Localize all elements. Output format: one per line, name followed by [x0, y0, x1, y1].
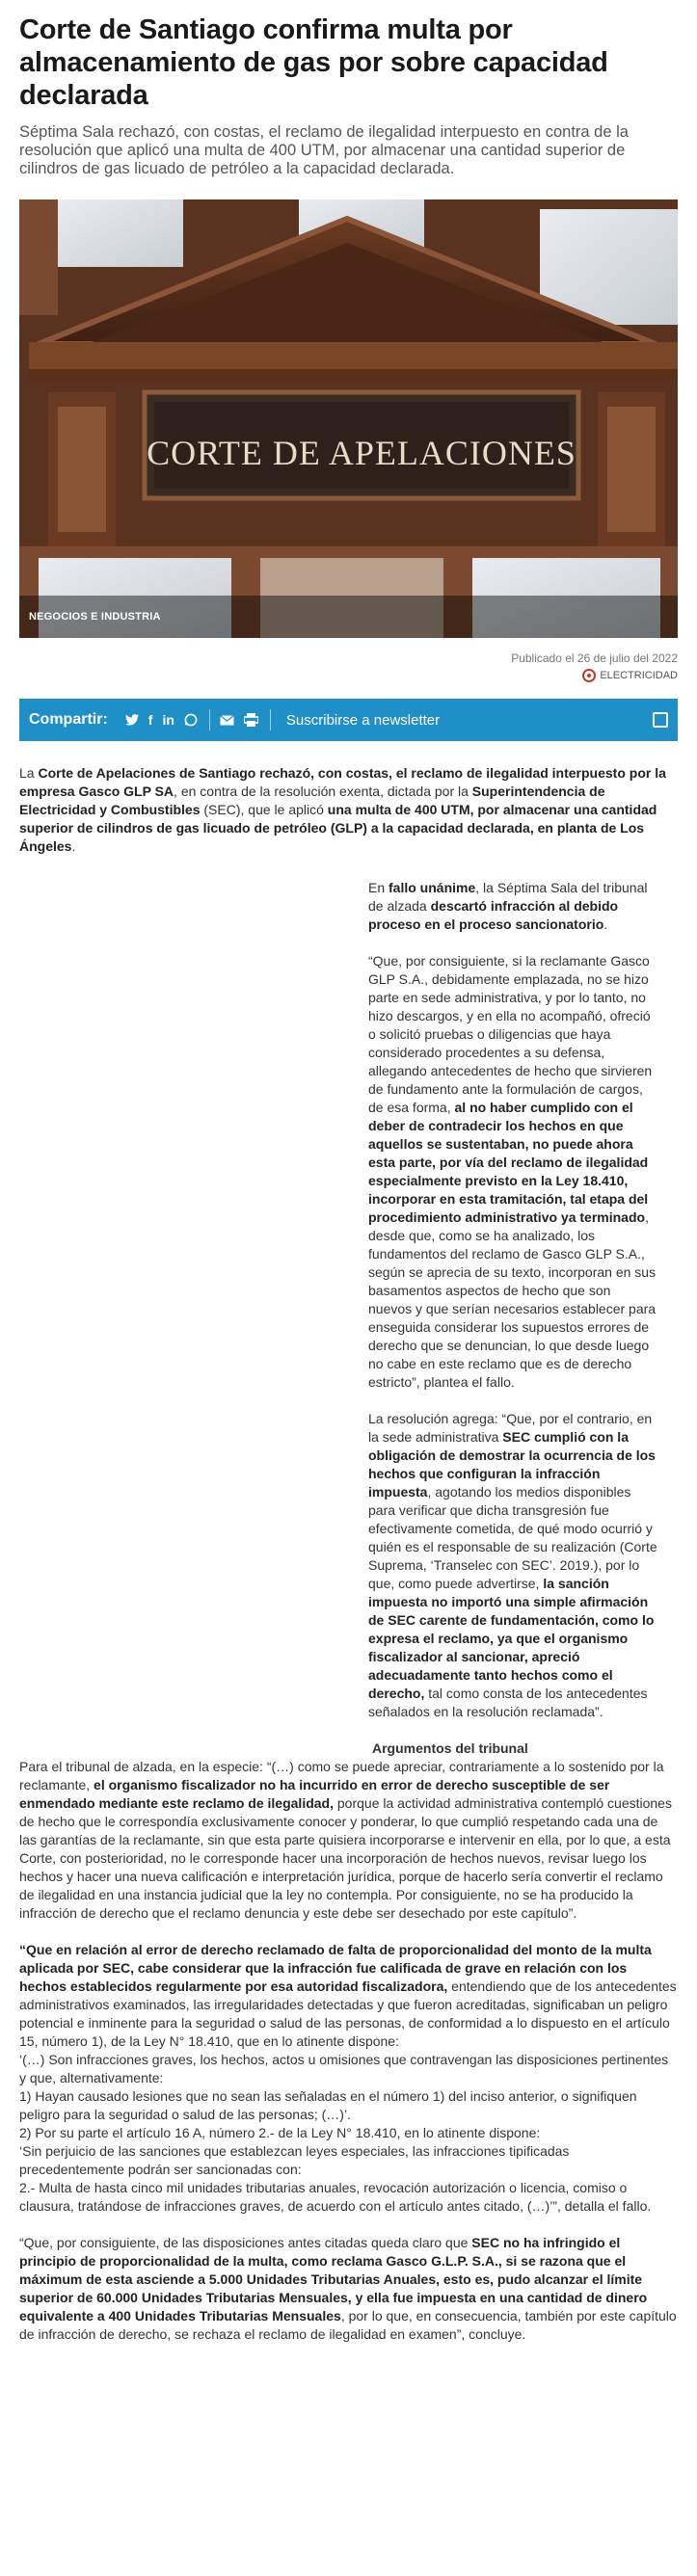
print-icon[interactable]	[244, 713, 258, 727]
paragraph-final: “Que, por consiguiente, de las disposiciones antes citadas queda claro que SEC no ha infringido el principio de proporcionalidad de la multa, como reclama Gasco G.L.P. S.A., si se razona que el máximum de esta asciende a 5.000 Unidades Tributarias Anuales, esto es, pudo alcanzar el límite superior de 60.000 Unidades Tributarias Mensuales, y ella fue impuesta en una cantidad de dinero equivalente a 400 Unidades Tributarias Mensuales, por lo que, en consecuencia, también por este capítulo de infracción de derecho, se rechaza el reclamo de ilegalidad en examen”, concluye.	[19, 2235, 677, 2342]
sign-text: CORTE DE APELACIONES	[147, 434, 576, 472]
paragraph-quote-1: “Que, por consiguiente, si la reclamante Gasco GLP S.A., debidamente emplazada, no se hizo parte en sede administrativa, y por lo tanto, no hizo descargos, y en ella no acompañó, ofreció o solicitó pruebas o diligencias que haya considerado procedentes a su defensa, allegando antecedentes de hecho que sirvieren de fundamento ante la formulación de cargos, de esa forma, al no haber cumplido con el deber de contradecir los hechos en que aquellos se sustentaban, no puede ahora esta parte, por vía del reclamo de ilegalidad especialmente previsto en la Ley 18.410, incorporar en esta tramitación, tal etapa del procedimiento administrativo ya terminado, desde que, como se ha analizado, los fundamentos del reclamo de Gasco GLP S.A., según se aprecia de su texto, incorporan en sus basamentos aspectos de hecho que son nuevos y que serían necesarios establecer para enseguida considerar los supuestos errores de derecho que se denuncian, lo que desde luego no cabe en este reclamo que es de derecho estricto”, plantea el fallo.	[368, 953, 657, 1390]
linkedin-icon[interactable]: in	[162, 712, 174, 728]
article-column	[368, 879, 657, 1721]
quote-line: 2) Por su parte el artículo 16 A, número 2.- de la Ley N° 18.410, en lo atinente dispone:	[19, 2125, 541, 2140]
bold-text: una multa de 400 UTM, por almacenar una cantidad superior de cilindros de gas licuado de petróleo (GLP) a la capacidad declarada, en planta de Los Ángeles	[19, 802, 657, 854]
category-label[interactable]: ELECTRICIDAD	[600, 670, 678, 681]
lead-paragraph: La Corte de Apelaciones de Santiago rechazó, con costas, el reclamo de ilegalidad interpuesto por la empresa Gasco GLP SA, en contra de la resolución exenta, dictada por la Superintendencia de Electricidad y Combustibles (SEC), que le aplicó una multa de 400 UTM, por almacenar una cantidad superior de cilindros de gas licuado de petróleo (GLP) a la capacidad declarada, en planta de Los Ángeles.	[19, 765, 666, 854]
newsletter-link[interactable]: Suscribirse a newsletter	[285, 711, 441, 729]
share-label: Compartir:	[29, 711, 108, 728]
quote-line: ‘(…) Son infracciones graves, los hechos, actos u omisiones que contravengan las disposiciones pertinentes y que, alternativamente:	[19, 2052, 669, 2085]
whatsapp-icon[interactable]	[184, 713, 198, 727]
quoted-law	[19, 2051, 678, 2216]
photo-caption-bar	[19, 596, 678, 638]
electricity-icon	[582, 669, 596, 682]
bold-text: descartó infracción al debido proceso en el proceso sancionatorio	[368, 898, 619, 932]
paragraph-fallo: En fallo unánime, la Séptima Sala del tribunal de alzada descartó infracción al debido proceso en el proceso sancionatorio.	[368, 880, 648, 932]
bold-text: Corte de Apelaciones de Santiago rechazó, con costas, el reclamo de ilegalidad interpuesto por la empresa Gasco GLP SA	[19, 765, 666, 799]
article-body	[19, 764, 678, 2344]
paragraph-tribunal: Para el tribunal de alzada, en la especie: “(…) como se puede apreciar, contrariamente a lo sostenido por la reclamante, el organismo fiscalizador no ha incurrido en error de derecho susceptible de ser enmendado mediante este reclamo de ilegalidad, porque la actividad administrativa contempló cuestiones de hecho que le correspondía exclusivamente conocer y ponderar, lo que cumplió respetando cada una de las garantías de la reclamante, sin que esta parte quisiera incorporarse e intervenir en ella, por lo que, a esta Corte, con posterioridad, no le corresponde hacer una incorporación de hechos nuevos, revisar luego los hechos y hacer una nueva calificación e interpretación jurídica, porque de hacerlo sería convertir el reclamo de ilegalidad en una instancia judicial que la ley no contempla. Por consiguiente, no se ha producido la infracción de derecho que el reclamo denuncia y este debe ser desechado por este capítulo”.	[19, 1759, 672, 1921]
quote-line: 2.- Multa de hasta cinco mil unidades tributarias anuales, revocación autorización o licencia, comiso o clausura, tratándose de infracciones graves, de acuerdo con el artículo antes citado, (…)’”, detalla el fallo.	[19, 2180, 652, 2214]
bold-text: “Que en relación al error de derecho reclamado de falta de proporcionalidad del monto de la multa aplicada por SEC, cabe considerar que la infracción fue calificada de grave en relación con los hechos establecidos regularmente por esa autoridad fiscalizadora,	[19, 1942, 652, 1994]
publish-date: Publicado el 26 de julio del 2022	[511, 651, 678, 665]
article-title: Corte de Santiago confirma multa por almacenamiento de gas por sobre capacidad declarada	[19, 14, 608, 111]
bold-text: al no haber cumplido con el deber de contradecir los hechos en que aquellos se sustentaban, no puede ahora esta parte, por vía del reclamo de ilegalidad especialmente previsto en la Ley 18.410, incorporar en esta tramitación, tal etapa del procedimiento administrativo ya terminado	[368, 1100, 649, 1225]
fallo-link[interactable]: fallo unánime	[389, 880, 476, 895]
article-photo	[19, 199, 678, 638]
article-subtitle: Séptima Sala rechazó, con costas, el reclamo de ilegalidad interpuesto en contra de la resolución que aplicó una multa de 400 UTM, por almacenar una cantidad superior de cilindros de gas licuado de petróleo a la capacidad declarada.	[19, 123, 629, 177]
paragraph-quote-2: La resolución agrega: “Que, por el contrario, en la sede administrativa SEC cumplió con la obligación de demostrar la ocurrencia de los hechos que configuran la infracción impuesta, agotando los medios disponibles para verificar que dicha transgresión fue efectivamente cometida, de qué modo ocurrió y quién es el responsable de su realización (Corte Suprema, ‘Transelec con SEC’. 2019.), por lo que, como puede advertirse, la sanción impuesta no importó una simple afirmación de SEC carente de fundamentación, como lo expresa el reclamo, ya que el organismo fiscalizador al sancionar, apreció adecuadamente tanto hechos como el derecho, tal como consta de los antecedentes señalados en la resolución reclamada”.	[368, 1411, 657, 1719]
twitter-icon[interactable]	[125, 714, 139, 726]
courthouse-photo	[19, 199, 678, 638]
bold-text: la sanción impuesta no importó una simple afirmación de SEC carente de fundamentación, como lo expresa el reclamo, ya que el organismo fiscalizador al sancionar, apreció adecuadamente tanto hechos como el derecho,	[368, 1576, 655, 1701]
facebook-icon[interactable]: f	[147, 712, 153, 728]
section-heading: Argumentos del tribunal	[372, 1740, 528, 1756]
paragraph-error: “Que en relación al error de derecho reclamado de falta de proporcionalidad del monto de la multa aplicada por SEC, cabe considerar que la infracción fue calificada de grave en relación con los hechos establecidos regularmente por esa autoridad fiscalizadora, entendiendo que de los antecedentes administrativos examinados, las irregularidades detectadas y que fueron acreditadas, significaban un peligro potencial e inminente para la seguridad o salud de las personas, de conformidad a lo dispuesto en el artículo 15, número 1), de la Ley N° 18.410, que en lo atinente dispone:	[19, 1942, 677, 2049]
share-divider	[209, 709, 210, 730]
quote-line: ‘Sin perjuicio de las sanciones que establezcan leyes especiales, las infracciones tipificadas precedentemente podrán ser sancionadas con:	[19, 2143, 570, 2177]
share-divider	[270, 709, 271, 730]
section-tag[interactable]: NEGOCIOS E INDUSTRIA	[29, 611, 161, 623]
bold-text: SEC no ha infringido el principio de proporcionalidad de la multa, como reclama Gasco G.L.P. S.A., si se razona que el máximum de esta asciende a 5.000 Unidades Tributarias Anuales, esto es, pudo alcanzar el límite superior de 60.000 Unidades Tributarias Mensuales, y ella fue impuesta en una cantidad de dinero equivalente a 400 Unidades Tributarias Mensuales	[19, 2235, 648, 2324]
email-icon[interactable]	[220, 715, 234, 726]
quote-line: 1) Hayan causado lesiones que no sean las señaladas en el número 1) del inciso anterior, o signifiquen peligro para la seguridad o salud de las personas; (…)’.	[19, 2088, 637, 2122]
rss-icon[interactable]	[653, 712, 668, 728]
bold-text: el organismo fiscalizador no ha incurrido en error de derecho susceptible de ser enmendado mediante este reclamo de ilegalidad,	[19, 1777, 610, 1811]
category-tag[interactable]	[582, 667, 678, 684]
article-meta	[19, 650, 678, 687]
bold-text: Superintendencia de Electricidad y Combustibles	[19, 783, 605, 817]
share-bar	[19, 699, 678, 741]
bold-text: SEC cumplió con la obligación de demostrar la ocurrencia de los hechos que configuran la infracción impuesta	[368, 1429, 656, 1500]
